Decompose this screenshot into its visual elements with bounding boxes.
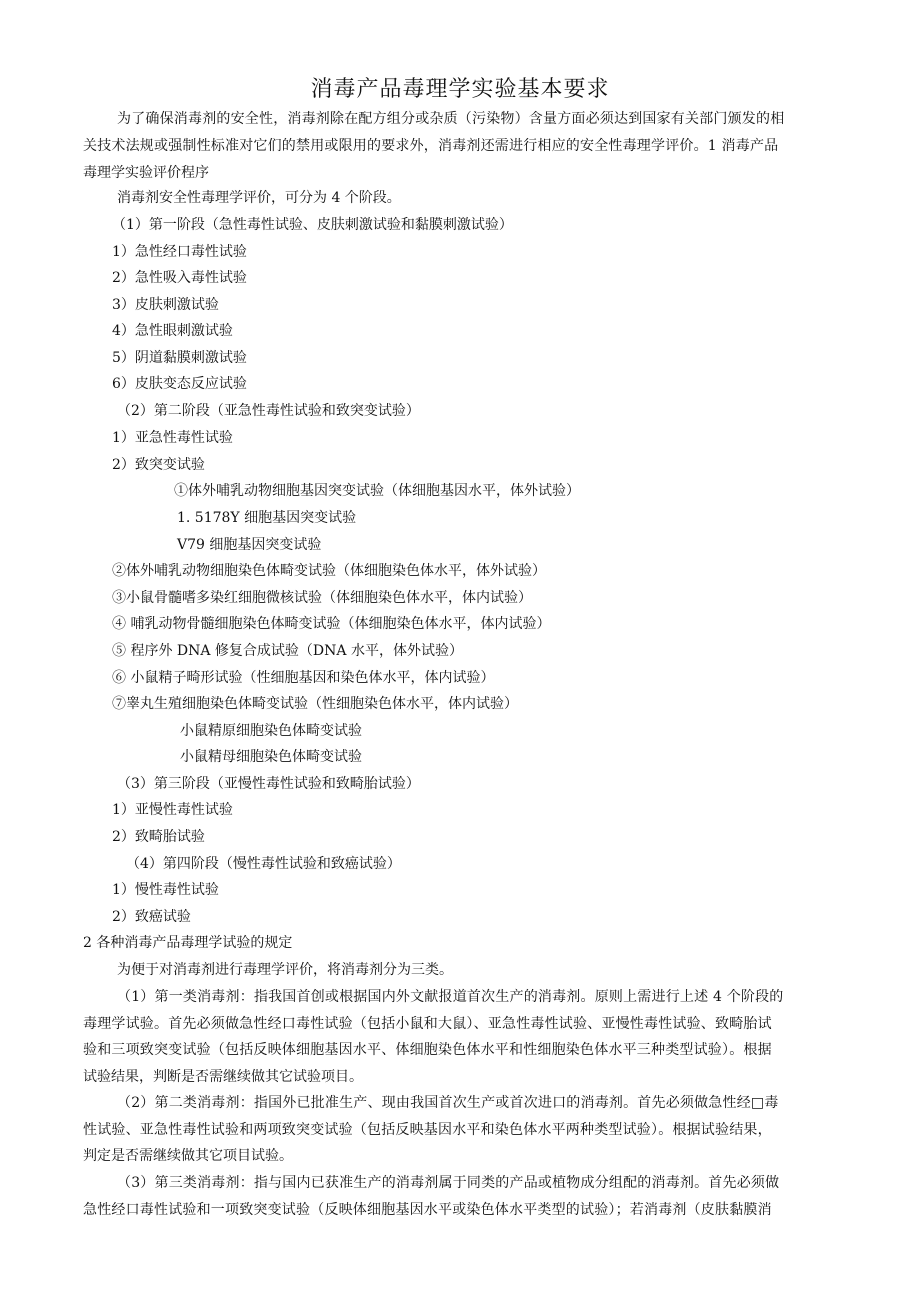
mutation-test-2: ②体外哺乳动物细胞染色体畸变试验（体细胞染色体水平，体外试验） — [112, 563, 546, 579]
class3-line-2: 急性经口毒性试验和一项致突变试验（反映体细胞基因水平或染色体水平类型的试验）；若消毒剂（皮肤黏膜消 — [83, 1202, 772, 1218]
stage1-item-1: 1）急性经口毒性试验 — [112, 244, 247, 260]
section2-intro: 为便于对消毒剂进行毒理学评价，将消毒剂分为三类。 — [117, 962, 453, 978]
mutation-test-1: ①体外哺乳动物细胞基因突变试验（体细胞基因水平，体外试验） — [174, 483, 580, 499]
class3-line-1: （3）第三类消毒剂：指与国内已获准生产的消毒剂属于同类的产品或植物成分组配的消毒剂。首先必须做 — [117, 1175, 780, 1191]
stage2-item-2: 2）致突变试验 — [112, 457, 205, 473]
class1-line-4: 试验结果，判断是否需继续做其它试验项目。 — [83, 1069, 363, 1085]
stage1-item-6: 6）皮肤变态反应试验 — [112, 376, 247, 392]
stage3-item-2: 2）致畸胎试验 — [112, 829, 205, 845]
stage1-item-3: 3）皮肤刺激试验 — [112, 297, 219, 313]
stage4-item-2: 2）致癌试验 — [112, 909, 191, 925]
document-title: 消毒产品毒理学实验基本要求 — [310, 77, 610, 102]
class1-line-2: 毒理学试验。首先必须做急性经口毒性试验（包括小鼠和大鼠）、亚急性毒性试验、亚慢性毒性试验、致畸胎试 — [83, 1016, 772, 1032]
intro-line-1: 为了确保消毒剂的安全性，消毒剂除在配方组分或杂质（污染物）含量方面必须达到国家有关部门颁发的相 — [117, 111, 785, 127]
mutation-test-4: ④ 哺乳动物骨髓细胞染色体畸变试验（体细胞染色体水平，体内试验） — [112, 616, 551, 632]
class1-line-3: 验和三项致突变试验（包括反映体细胞基因水平、体细胞染色体水平和性细胞染色体水平三种类型试验）。根据 — [83, 1042, 772, 1058]
class1-line-1: （1）第一类消毒剂：指我国首创或根据国内外文献报道首次生产的消毒剂。原则上需进行上述 4 个阶段的 — [117, 989, 784, 1005]
mutation-test-6: ⑥ 小鼠精子畸形试验（性细胞基因和染色体水平，体内试验） — [112, 670, 495, 686]
stage2-heading: （2）第二阶段（亚急性毒性试验和致突变试验） — [117, 403, 420, 419]
mutation-test-3: ③小鼠骨髓嗜多染红细胞微核试验（体细胞染色体水平，体内试验） — [112, 590, 532, 606]
stage2-item-1: 1）亚急性毒性试验 — [112, 430, 233, 446]
mutation-test-1a: 1. 5178Y 细胞基因突变试验 — [177, 510, 357, 526]
stage4-item-1: 1）慢性毒性试验 — [112, 882, 219, 898]
mutation-test-7b: 小鼠精母细胞染色体畸变试验 — [180, 749, 362, 765]
mutation-test-5: ⑤ 程序外 DNA 修复合成试验（DNA 水平，体外试验） — [112, 643, 463, 659]
stage3-item-1: 1）亚慢性毒性试验 — [112, 802, 233, 818]
stage4-heading: （4）第四阶段（慢性毒性试验和致癌试验） — [126, 856, 401, 872]
stage3-heading: （3）第三阶段（亚慢性毒性试验和致畸胎试验） — [117, 776, 420, 792]
stage1-heading: （1）第一阶段（急性毒性试验、皮肤刺激试验和黏膜刺激试验） — [112, 217, 513, 233]
stage1-item-4: 4）急性眼刺激试验 — [112, 323, 233, 339]
mutation-test-7a: 小鼠精原细胞染色体畸变试验 — [180, 723, 362, 739]
class2-line-1: （2）第二类消毒剂：指国外已批准生产、现由我国首次生产或首次进口的消毒剂。首先必须做急性经□毒 — [117, 1095, 779, 1111]
stage1-item-2: 2）急性吸入毒性试验 — [112, 270, 247, 286]
mutation-test-7: ⑦睾丸生殖细胞染色体畸变试验（性细胞染色体水平，体内试验） — [112, 696, 518, 712]
intro-line-3: 毒理学实验评价程序 — [83, 165, 209, 181]
stages-intro: 消毒剂安全性毒理学评价，可分为 4 个阶段。 — [117, 190, 401, 206]
class2-line-2: 性试验、亚急性毒性试验和两项致突变试验（包括反映基因水平和染色体水平两种类型试验）。根据试验结果， — [83, 1122, 772, 1138]
stage1-item-5: 5）阴道黏膜刺激试验 — [112, 350, 247, 366]
mutation-test-1b: V79 细胞基因突变试验 — [177, 537, 322, 553]
class2-line-3: 判定是否需继续做其它项目试验。 — [83, 1148, 293, 1164]
section2-heading: 2 各种消毒产品毒理学试验的规定 — [83, 935, 293, 951]
intro-line-2: 关技术法规或强制性标准对它们的禁用或限用的要求外，消毒剂还需进行相应的安全性毒理学评价。1 消毒产品 — [83, 138, 779, 154]
